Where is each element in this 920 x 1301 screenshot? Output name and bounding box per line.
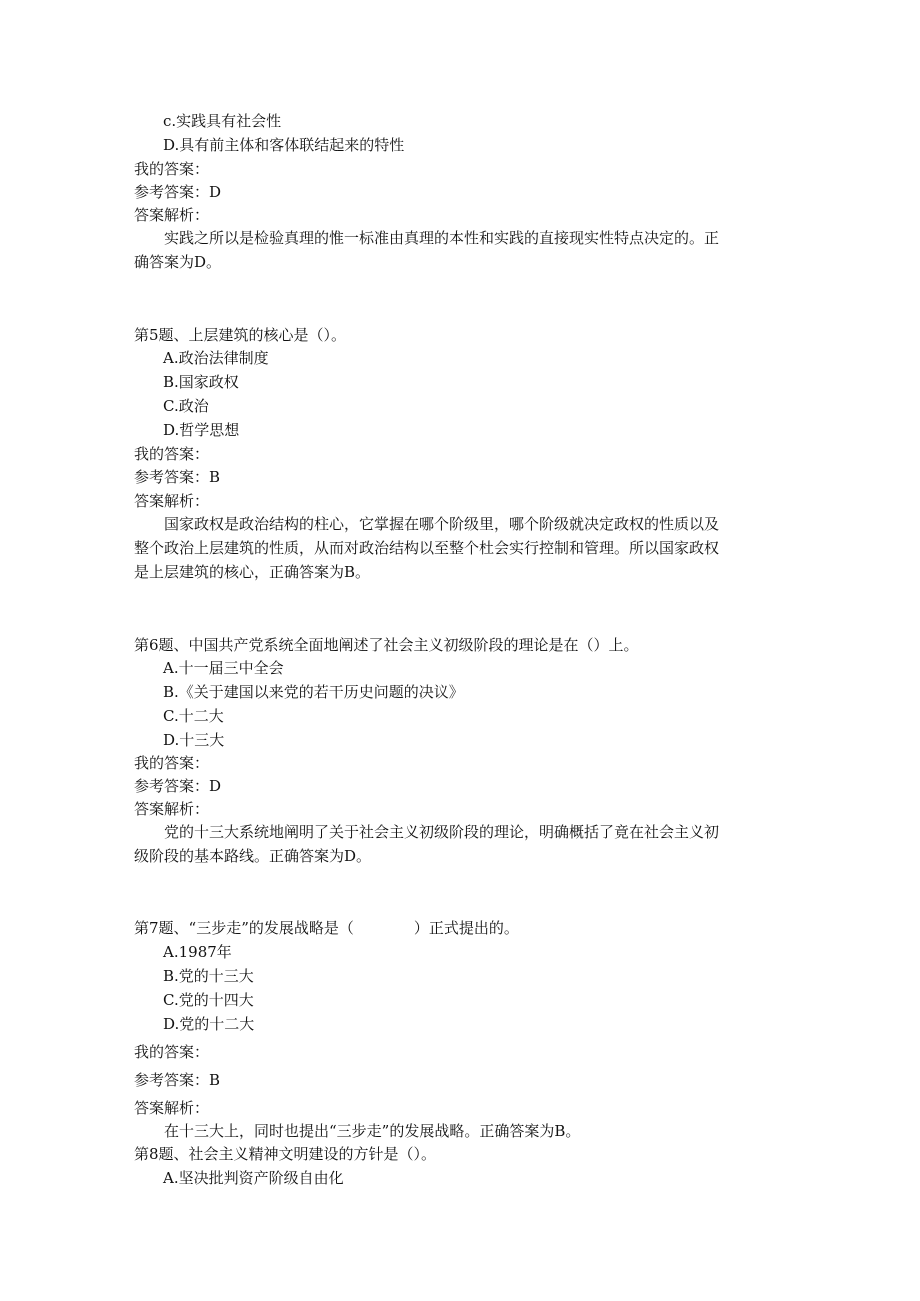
option-b: B.《关于建国以来党的若干历史问题的决议》	[163, 683, 464, 701]
analysis-text: 在十三大上，同时也提出“三步走”的发展战略。正确答案为B。	[134, 1122, 581, 1140]
analysis-label: 答案解析：	[134, 206, 210, 224]
question-title: 第6题、中国共产党系统全面地阐述了社会主义初级阶段的理论是在（）上。	[134, 636, 639, 654]
analysis-text: 实践之所以是检验真理的惟一标准由真理的本性和实践的直接现实性特点决定的。正	[134, 229, 720, 247]
option-a: A.1987年	[163, 943, 232, 961]
analysis-text: 级阶段的基本路线。正确答案为D。	[134, 847, 372, 865]
option-b: B.党的十三大	[163, 967, 254, 985]
option-c: C.十二大	[163, 707, 224, 725]
question-title: 第8题、社会主义精神文明建设的方针是（）。	[134, 1145, 437, 1163]
my-answer-label: 我的答案：	[134, 754, 210, 772]
question-title: 第5题、上层建筑的核心是（）。	[134, 326, 347, 344]
analysis-text: 国家政权是政治结构的柱心，它掌握在哪个阶级里，哪个阶级就决定政权的性质以及	[134, 515, 720, 533]
analysis-label: 答案解析：	[134, 800, 210, 818]
my-answer-label: 我的答案：	[134, 160, 210, 178]
option-a: A.十一届三中全会	[163, 659, 284, 677]
option-c: c.实践具有社会性	[163, 112, 282, 130]
option-a: A.政治法律制度	[163, 349, 269, 367]
analysis-text: 党的十三大系统地阐明了关于社会主义初级阶段的理论，明确概括了竟在社会主义初	[134, 823, 720, 841]
question-title: 第7题、“三步走”的发展战略是（ ）正式提出的。	[134, 919, 519, 937]
option-d: D.党的十二大	[163, 1015, 255, 1033]
option-c: C.党的十四大	[163, 991, 254, 1009]
reference-answer: 参考答案：D	[134, 777, 222, 795]
analysis-label: 答案解析：	[134, 492, 210, 510]
my-answer-label: 我的答案：	[134, 445, 210, 463]
option-a: A.坚决批判资产阶级自由化	[163, 1169, 344, 1187]
analysis-text: 整个政治上层建筑的性质，从而对政治结构以至整个杜会实行控制和管理。所以国家政权	[134, 539, 720, 557]
reference-answer: 参考答案：D	[134, 183, 222, 201]
my-answer-label: 我的答案：	[134, 1043, 210, 1061]
analysis-text: 确答案为D。	[134, 253, 222, 271]
option-c: C.政治	[163, 397, 209, 415]
reference-answer: 参考答案：B	[134, 468, 221, 486]
analysis-text: 是上层建筑的核心，正确答案为B。	[134, 563, 371, 581]
analysis-label: 答案解析：	[134, 1099, 210, 1117]
option-d: D.十三大	[163, 731, 225, 749]
option-d: D.哲学思想	[163, 421, 240, 439]
reference-answer: 参考答案：B	[134, 1071, 221, 1089]
option-b: B.国家政权	[163, 373, 239, 391]
option-d: D.具有前主体和客体联结起来的特性	[163, 136, 405, 154]
